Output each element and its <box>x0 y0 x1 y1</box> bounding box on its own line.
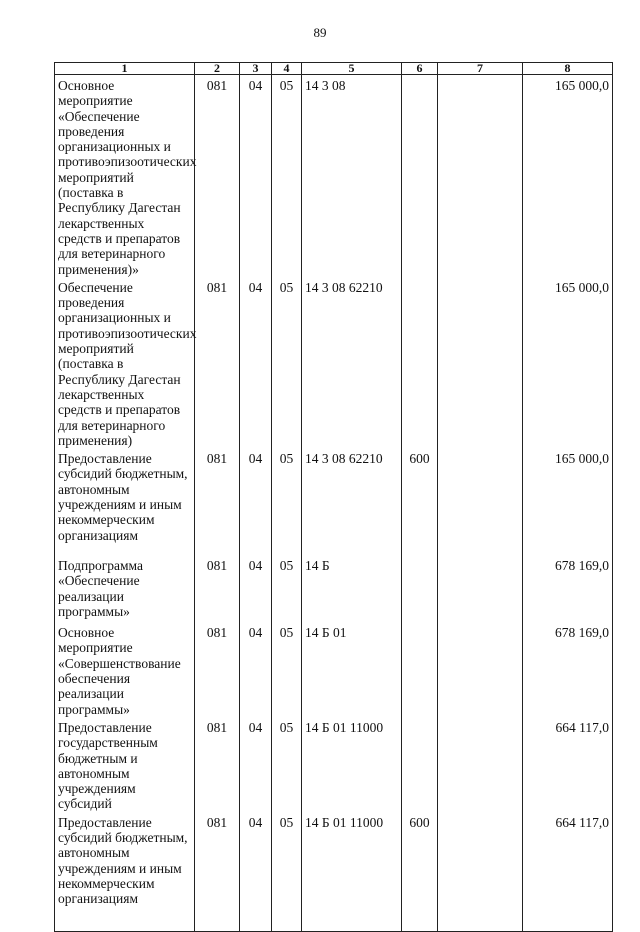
column-header: 7 <box>438 63 523 75</box>
cell-section: 04 <box>240 75 272 277</box>
cell-subsection: 05 <box>272 812 302 932</box>
table-row <box>55 277 613 448</box>
cell-target-article: 14 Б 01 <box>302 622 402 717</box>
cell-col7 <box>438 75 523 277</box>
row-name: Обеспечение проведения организационных и противоэпизоотических мероприятий (поставка в Республику Дагестан лекарственных средств и препаратов для ветеринарного применения) <box>55 277 195 448</box>
cell-col7 <box>438 277 523 448</box>
cell-col7 <box>438 622 523 717</box>
row-name: Предоставление субсидий бюджетным, автономным учреждениям и иным некоммерческим организациям <box>55 448 195 555</box>
cell-expense-type <box>402 622 438 717</box>
table-row <box>55 555 613 622</box>
cell-section: 04 <box>240 448 272 555</box>
table-row <box>55 75 613 277</box>
cell-target-article: 14 3 08 62210 <box>302 448 402 555</box>
cell-ministry-code: 081 <box>195 75 240 277</box>
cell-col7 <box>438 448 523 555</box>
budget-table <box>54 62 613 932</box>
row-name: Основное мероприятие «Обеспечение проведения организационных и противоэпизоотических мероприятий (поставка в Республику Дагестан лекарственных средств и препаратов для ветеринарного применения)» <box>55 75 195 277</box>
column-header: 5 <box>302 63 402 75</box>
column-header: 1 <box>55 63 195 75</box>
cell-subsection: 05 <box>272 622 302 717</box>
header-row <box>55 63 613 75</box>
column-header: 3 <box>240 63 272 75</box>
cell-amount: 165 000,0 <box>523 277 613 448</box>
column-header: 6 <box>402 63 438 75</box>
cell-amount: 678 169,0 <box>523 555 613 622</box>
row-name: Подпрограмма «Обеспечение реализации программы» <box>55 555 195 622</box>
cell-expense-type <box>402 277 438 448</box>
cell-subsection: 05 <box>272 555 302 622</box>
cell-amount: 165 000,0 <box>523 448 613 555</box>
cell-section: 04 <box>240 812 272 932</box>
cell-target-article: 14 Б 01 11000 <box>302 812 402 932</box>
cell-amount: 664 117,0 <box>523 812 613 932</box>
cell-expense-type: 600 <box>402 812 438 932</box>
cell-target-article: 14 3 08 <box>302 75 402 277</box>
cell-ministry-code: 081 <box>195 812 240 932</box>
column-header: 2 <box>195 63 240 75</box>
table-row <box>55 622 613 717</box>
column-header: 4 <box>272 63 302 75</box>
cell-target-article: 14 Б <box>302 555 402 622</box>
row-name: Предоставление субсидий бюджетным, автономным учреждениям и иным некоммерческим организациям <box>55 812 195 932</box>
cell-subsection: 05 <box>272 717 302 812</box>
cell-expense-type <box>402 75 438 277</box>
cell-subsection: 05 <box>272 448 302 555</box>
cell-subsection: 05 <box>272 75 302 277</box>
cell-target-article: 14 3 08 62210 <box>302 277 402 448</box>
cell-ministry-code: 081 <box>195 622 240 717</box>
cell-ministry-code: 081 <box>195 555 240 622</box>
cell-section: 04 <box>240 277 272 448</box>
cell-col7 <box>438 812 523 932</box>
row-name: Предоставление государственным бюджетным и автономным учреждениям субсидий <box>55 717 195 812</box>
cell-amount: 165 000,0 <box>523 75 613 277</box>
cell-expense-type <box>402 717 438 812</box>
cell-section: 04 <box>240 555 272 622</box>
cell-ministry-code: 081 <box>195 717 240 812</box>
page-number: 89 <box>313 25 327 40</box>
cell-amount: 664 117,0 <box>523 717 613 812</box>
column-header: 8 <box>523 63 613 75</box>
cell-col7 <box>438 717 523 812</box>
cell-ministry-code: 081 <box>195 277 240 448</box>
cell-section: 04 <box>240 717 272 812</box>
cell-subsection: 05 <box>272 277 302 448</box>
table-row <box>55 448 613 555</box>
cell-ministry-code: 081 <box>195 448 240 555</box>
cell-col7 <box>438 555 523 622</box>
table-row <box>55 812 613 932</box>
row-name: Основное мероприятие «Совершенствование обеспечения реализации программы» <box>55 622 195 717</box>
cell-target-article: 14 Б 01 11000 <box>302 717 402 812</box>
cell-amount: 678 169,0 <box>523 622 613 717</box>
cell-section: 04 <box>240 622 272 717</box>
cell-expense-type: 600 <box>402 448 438 555</box>
table-row <box>55 717 613 812</box>
cell-expense-type <box>402 555 438 622</box>
